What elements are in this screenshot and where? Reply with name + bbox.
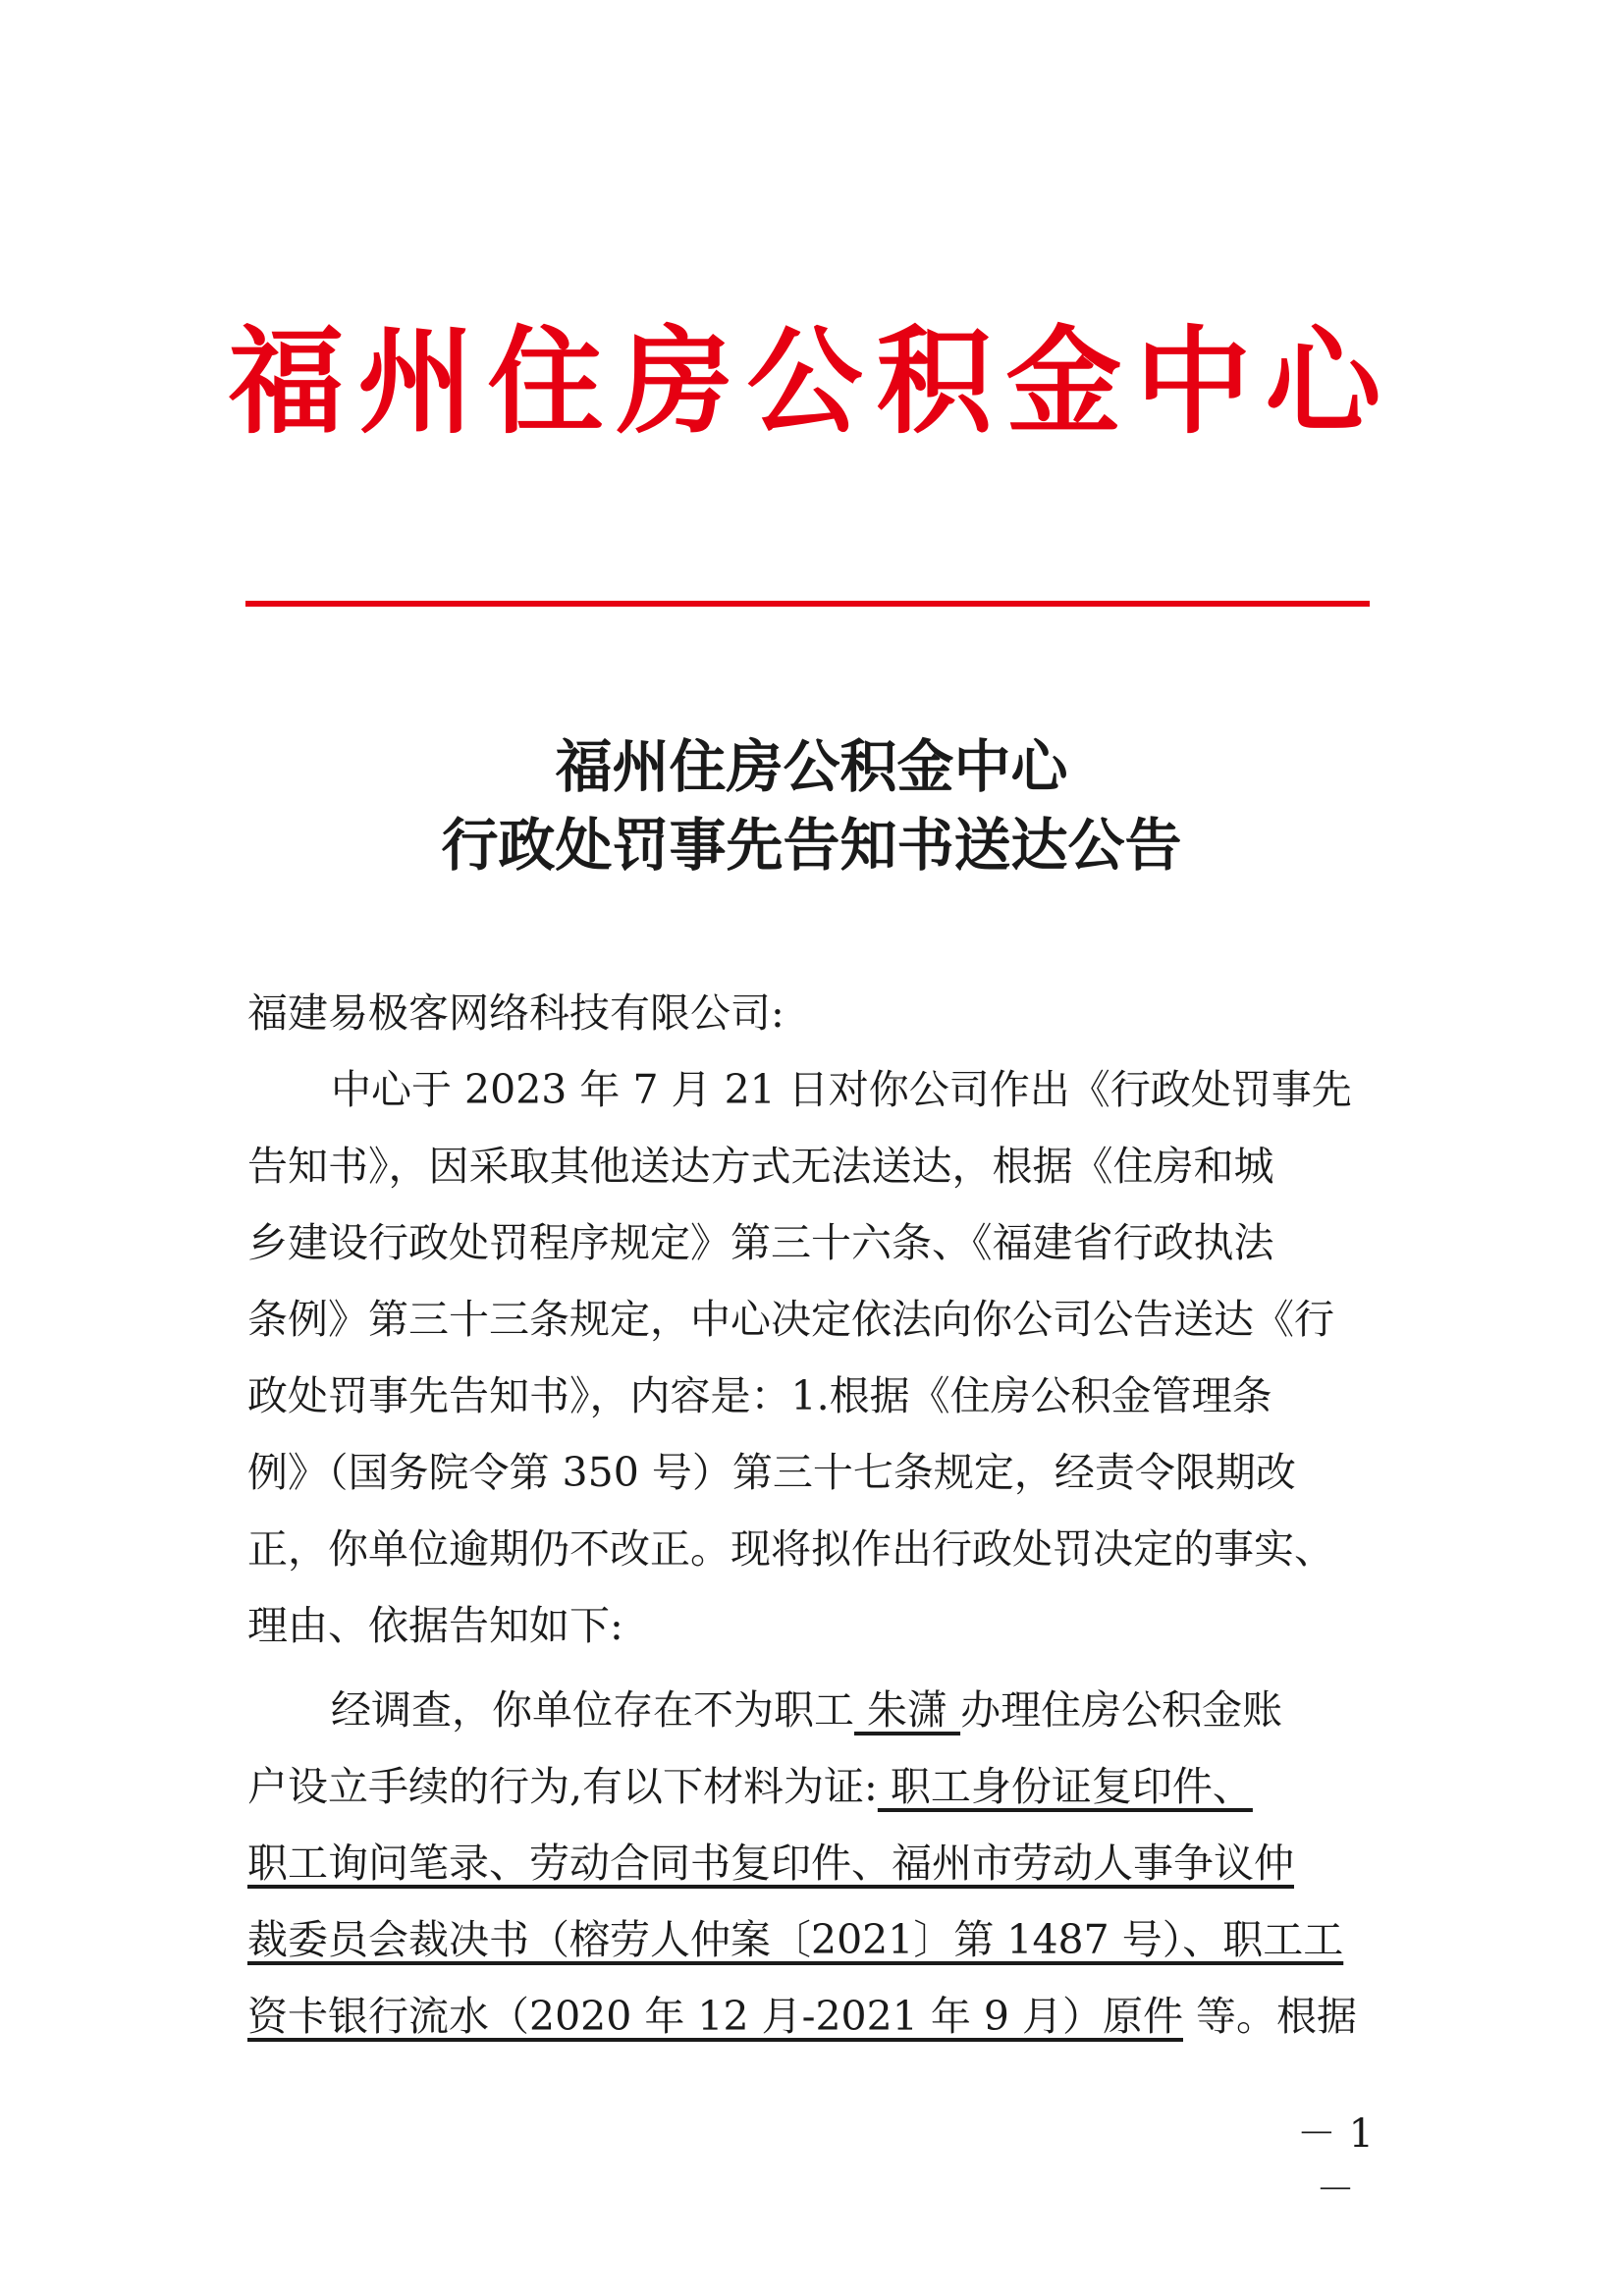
evidence-list-line: 职工询问笔录、劳动合同书复印件、福州市劳动人事争议仲 [247, 1840, 1294, 1887]
para2-text: 办理住房公积金账 [960, 1686, 1283, 1734]
para2-line-1 [331, 1684, 1470, 1735]
para1-line: 乡建设行政处罚程序规定》第三十六条、《福建省行政执法 [247, 1219, 1274, 1266]
para1-line: 告知书》，因采取其他送达方式无法送达，根据《住房和城 [247, 1143, 1274, 1190]
employee-name: 朱潇 [854, 1686, 961, 1734]
document-title-line-1: 福州住房公积金中心 [555, 733, 1068, 800]
para2-line-5 [247, 1991, 1386, 2042]
evidence-list-line: 裁委员会裁决书（榕劳人仲案〔2021〕第 1487 号）、职工工 [247, 1916, 1344, 1963]
document-title-line-2: 行政处罚事先告知书送达公告 [441, 812, 1182, 879]
para2-line-2 [247, 1761, 1386, 1812]
page-number: － 1 － [1296, 2111, 1375, 2213]
para1-line: 例》（国务院令第 350 号）第三十七条规定，经责令限期改 [247, 1449, 1296, 1496]
evidence-list: 职工身份证复印件、 [877, 1763, 1253, 1810]
masthead-org-name: 福州住房公积金中心 [228, 313, 1395, 450]
para2-text: 经调查，你单位存在不为职工 [331, 1686, 854, 1734]
para1-line: 正，你单位逾期仍不改正。现将拟作出行政处罚决定的事实、 [247, 1525, 1334, 1573]
evidence-list: 资卡银行流水（2020 年 12 月-2021 年 9 月）原件 [247, 1993, 1183, 2040]
salutation: 福建易极客网络科技有限公司: [247, 989, 784, 1037]
para2-text: 户设立手续的行为,有以下材料为证: [247, 1763, 878, 1810]
para1-line: 政处罚事先告知书》，内容是：1.根据《住房公积金管理条 [247, 1372, 1272, 1419]
para1-line: 理由、依据告知如下: [247, 1602, 623, 1649]
red-divider-line [245, 601, 1370, 607]
para1-line: 条例》第三十三条规定，中心决定依法向你公司公告送达《行 [247, 1296, 1334, 1343]
para1-line: 中心于 2023 年 7 月 21 日对你公司作出《行政处罚事先 [331, 1066, 1352, 1113]
para2-text: 等。根据 [1183, 1993, 1358, 2040]
